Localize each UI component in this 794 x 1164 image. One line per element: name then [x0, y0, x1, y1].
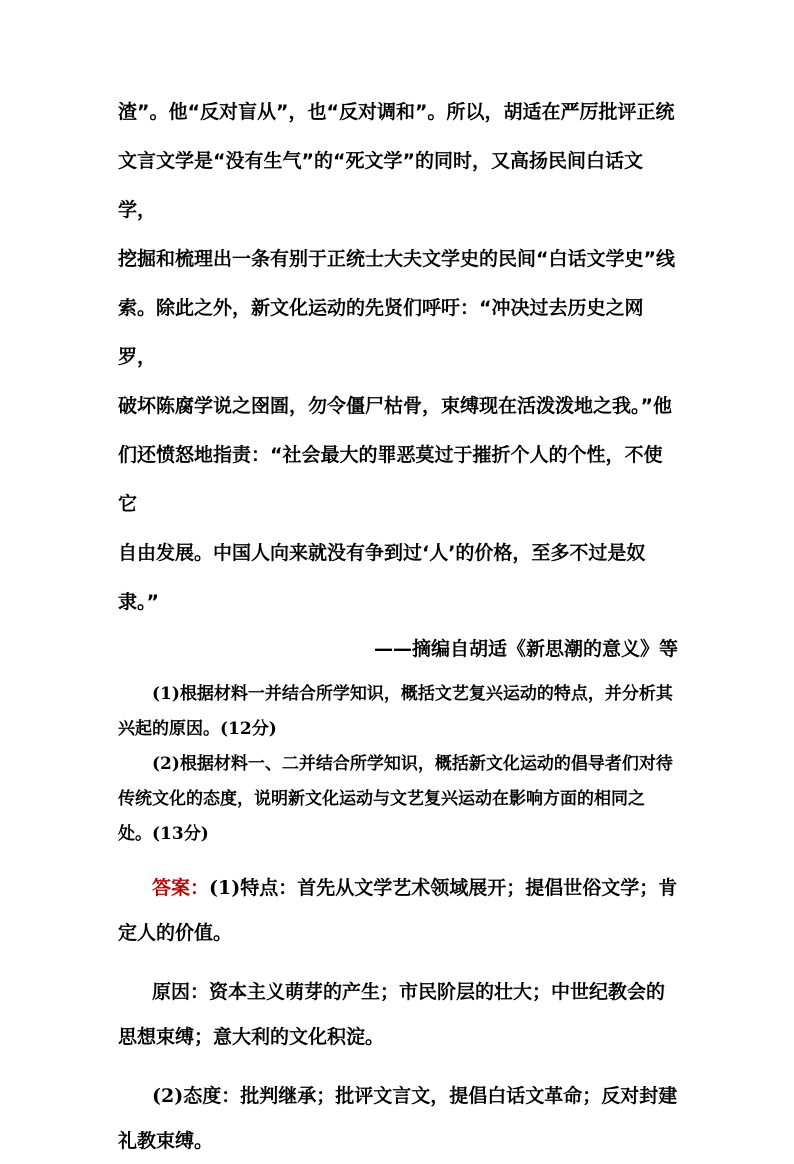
material-line: 们还愤怒地指责：“社会最大的罪恶莫过于摧折个人的个性，不使它	[118, 444, 663, 515]
material-line: 隶。”	[118, 591, 159, 613]
material-line: 渣”。他“反对盲从”，也“反对调和”。所以，胡适在严厉批评正统	[118, 101, 675, 123]
question-2: (2)根据材料一、二并结合所学知识，概括新文化运动的倡导者们对待传统文化的态度，说明新文化运动与文艺复兴运动在影响方面的相同之处。(13分)	[118, 754, 673, 844]
answer-1-number: (1)	[209, 877, 241, 899]
answer-2-text: 态度：批判继承；批评文言文，提倡白话文革命；反对封建礼教束缚。	[118, 1085, 678, 1152]
source-citation: ——摘编自胡适《新思潮的意义》等	[373, 638, 678, 660]
material-line: 自由发展。中国人向来就没有争到过‘人’的价格，至多不过是奴	[118, 542, 646, 564]
material-line: 文言文学是“没有生气”的“死文学”的同时，又高扬民间白话文学，	[118, 150, 643, 221]
question-1: (1)根据材料一并结合所学知识，概括文艺复兴运动的特点，并分析其兴起的原因。(12分)	[118, 684, 673, 739]
answer-2	[118, 1074, 678, 1164]
answer-reason: 原因：资本主义萌芽的产生；市民阶层的壮大；中世纪教会的思想束缚；意大利的文化积淀。	[118, 981, 666, 1048]
document-page	[118, 88, 678, 1164]
material-line: 破坏陈腐学说之囹圄，勿令僵尸枯骨，束缚现在活泼泼地之我。”他	[118, 395, 672, 417]
material-line: 索。除此之外，新文化运动的先贤们呼吁：“冲决过去历史之网罗，	[118, 297, 644, 368]
answer-1	[118, 866, 678, 956]
answer-2-number: (2)	[152, 1085, 184, 1107]
material-passage	[118, 88, 678, 627]
answer-label: 答案：	[152, 877, 210, 899]
answer-1-text: 特点：首先从文学艺术领域展开；提倡世俗文学；肯定人的价值。	[118, 877, 678, 944]
material-line: 挖掘和梳理出一条有别于正统士大夫文学史的民间“白话文学史”线	[118, 248, 675, 270]
